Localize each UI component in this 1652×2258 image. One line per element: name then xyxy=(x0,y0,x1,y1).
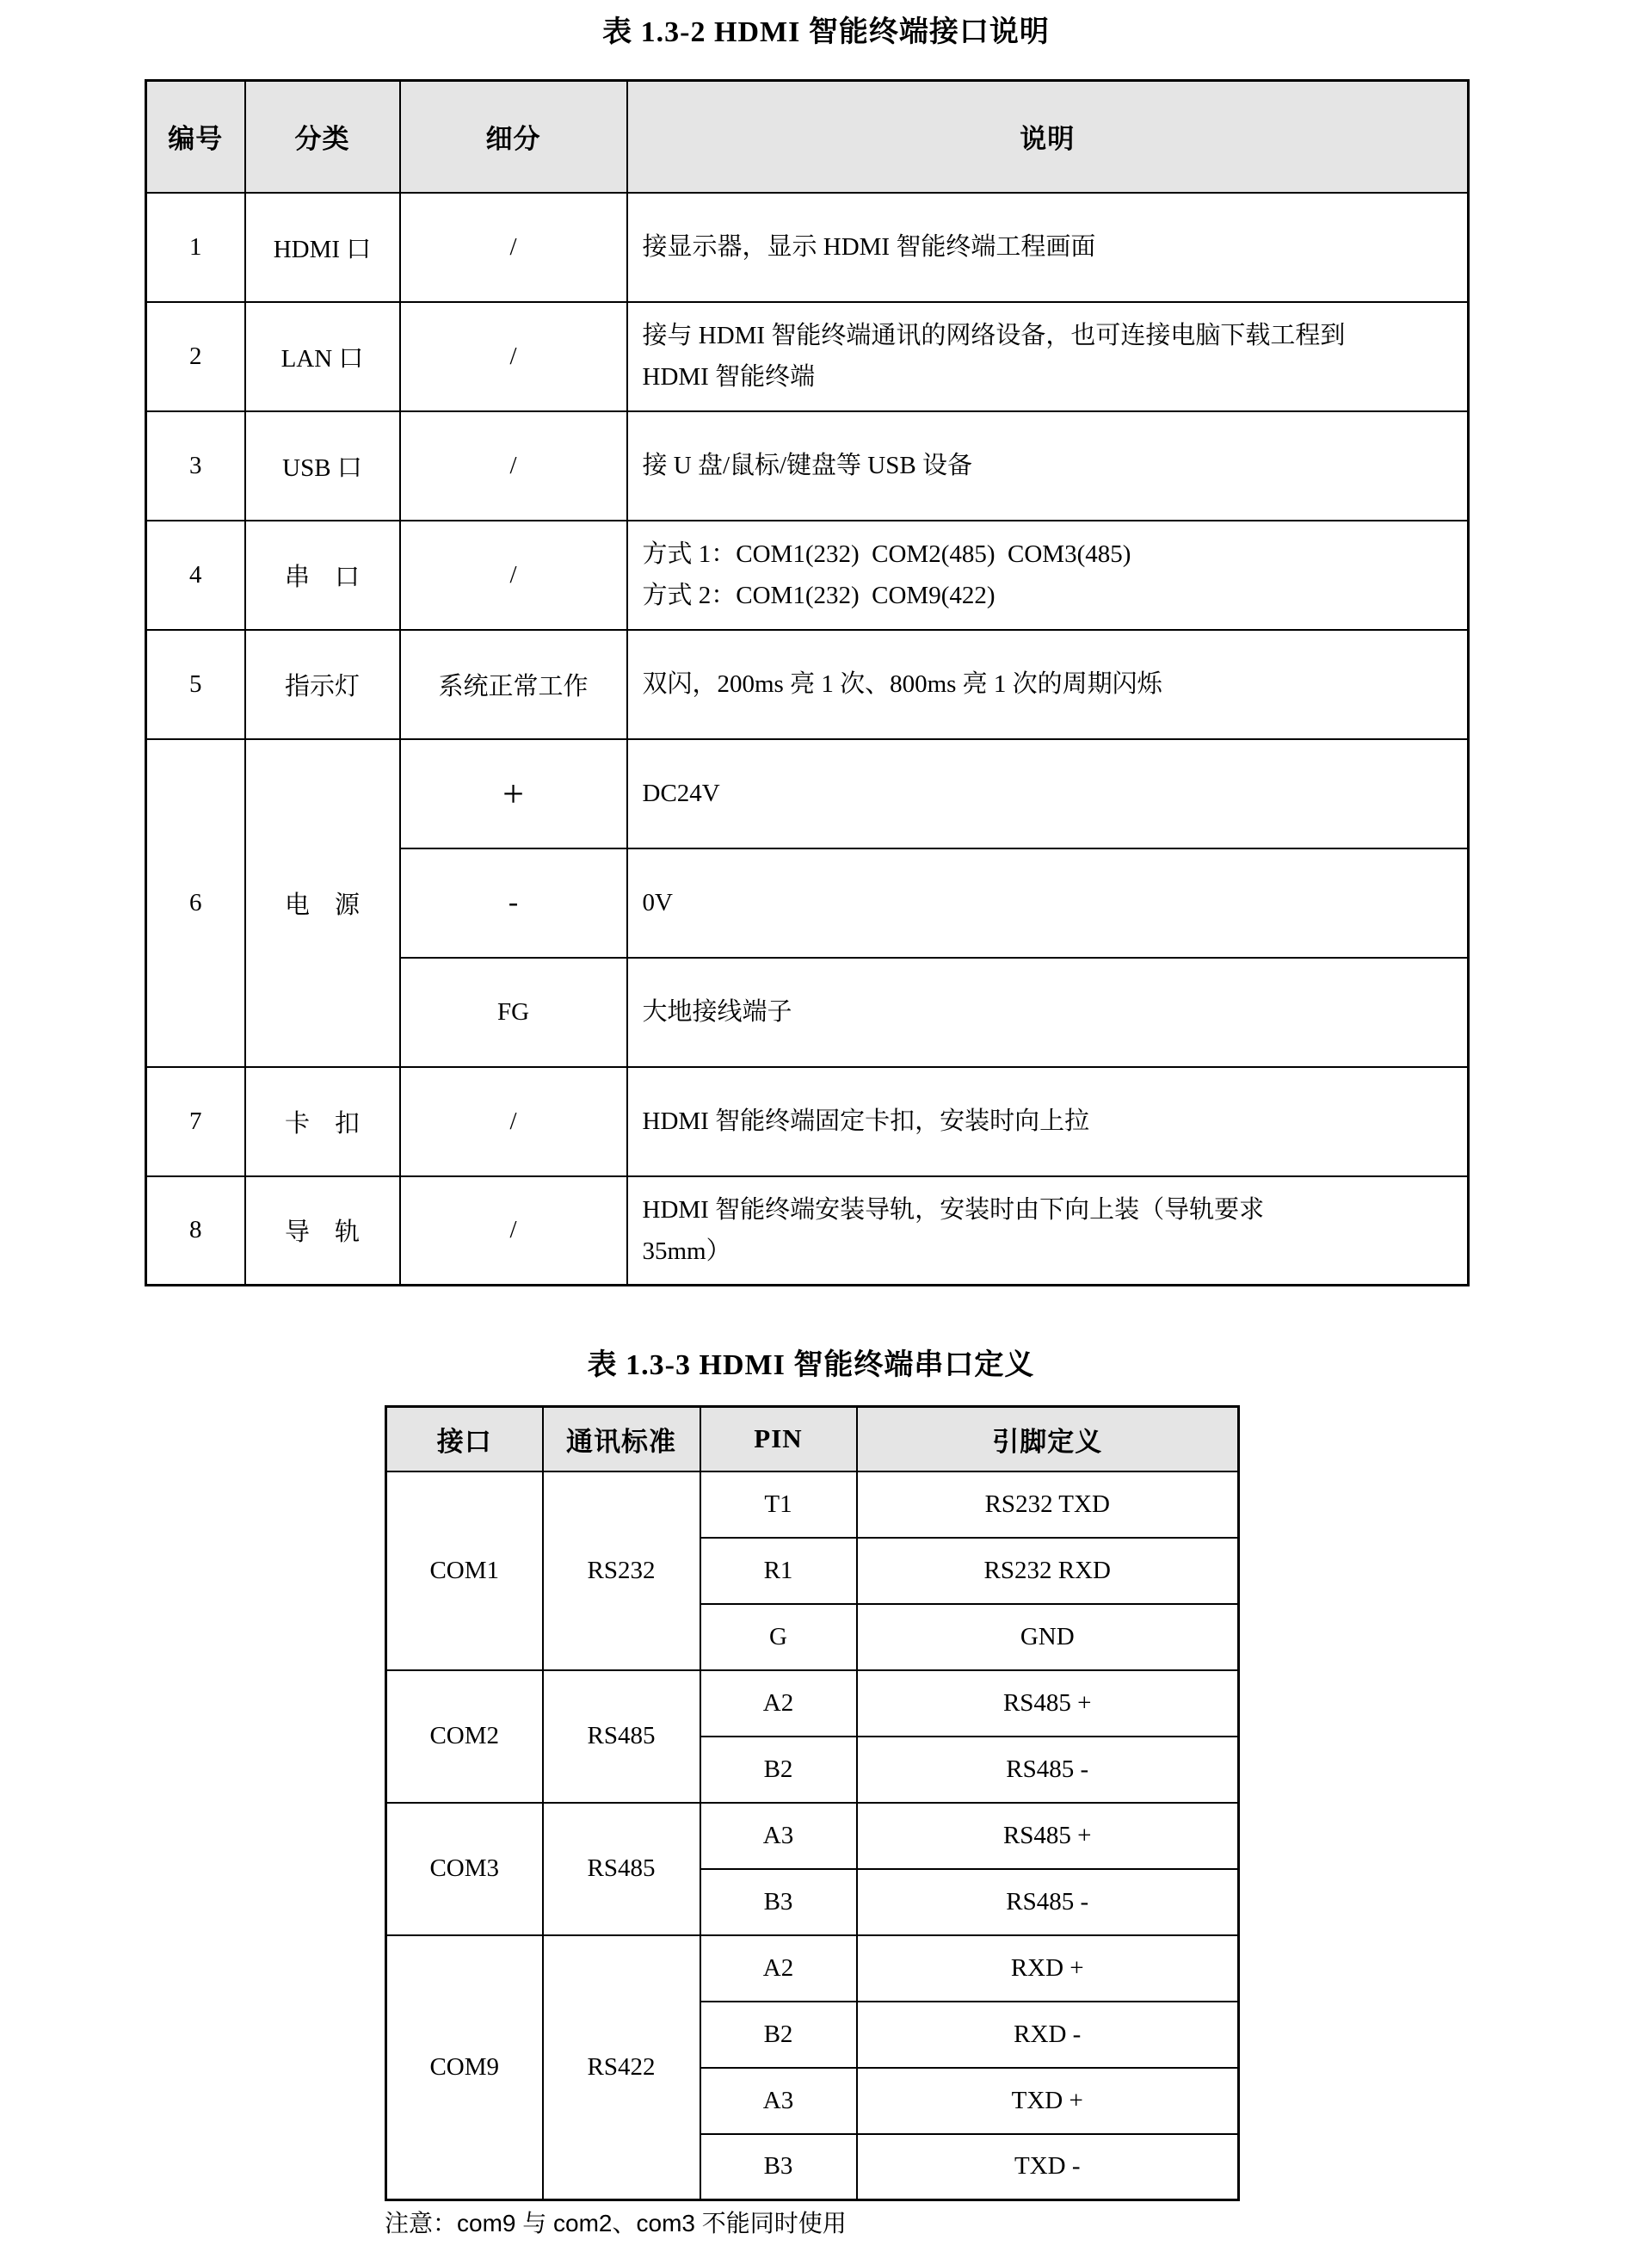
table-row-lan xyxy=(146,302,1469,411)
header-cell-description: 说明 xyxy=(627,81,1469,193)
table-row-serial xyxy=(146,521,1469,630)
serial-table-body xyxy=(386,1471,1239,2200)
description-line: HDMI 智能终端 xyxy=(642,363,816,391)
cell-port: COM1 xyxy=(386,1471,543,1670)
header-row xyxy=(386,1407,1239,1471)
description-line: HDMI 智能终端安装导轨，安装时由下向上装（导轨要求 xyxy=(642,1195,1265,1224)
cell-pin-definition: RS485 + xyxy=(857,1803,1239,1869)
cell-pin-definition: TXD - xyxy=(857,2134,1239,2200)
cell-description xyxy=(627,521,1469,630)
description-line: 0V xyxy=(642,889,673,916)
cell-pin: A2 xyxy=(700,1935,857,2002)
table-row-indicator xyxy=(146,630,1469,739)
cell-pin: B3 xyxy=(700,1869,857,1935)
table-row-com2-a2 xyxy=(386,1670,1239,1737)
cell-pin-definition: RS232 RXD xyxy=(857,1538,1239,1604)
cell-pin: A3 xyxy=(700,2068,857,2134)
cell-category: 卡 扣 xyxy=(245,1067,400,1176)
cell-description xyxy=(627,411,1469,521)
cell-pin-definition: RXD - xyxy=(857,2002,1239,2068)
header-cell-number: 编号 xyxy=(146,81,245,193)
cell-subdivision: / xyxy=(400,521,627,630)
cell-description xyxy=(627,848,1469,958)
table2-title: 表 1.3-3 HDMI 智能终端串口定义 xyxy=(587,1349,1035,1381)
cell-port: COM9 xyxy=(386,1935,543,2200)
cell-port: COM2 xyxy=(386,1670,543,1803)
cell-pin-definition: RS485 - xyxy=(857,1737,1239,1803)
cell-pin-definition: RS485 + xyxy=(857,1670,1239,1737)
header-cell-port: 接口 xyxy=(386,1407,543,1471)
cell-category: 电 源 xyxy=(245,739,400,1067)
cell-pin: B2 xyxy=(700,1737,857,1803)
header-cell-standard: 通讯标准 xyxy=(543,1407,700,1471)
header-cell-pin-definition: 引脚定义 xyxy=(857,1407,1239,1471)
cell-standard: RS485 xyxy=(543,1670,700,1803)
cell-pin: A2 xyxy=(700,1670,857,1737)
description-line: 接与 HDMI 智能终端通讯的网络设备，也可连接电脑下载工程到 xyxy=(642,322,1346,349)
cell-standard: RS232 xyxy=(543,1471,700,1670)
cell-pin: B3 xyxy=(700,2134,857,2200)
interface-table-header xyxy=(146,81,1469,193)
table-row-clip xyxy=(146,1067,1469,1176)
cell-port: COM3 xyxy=(386,1803,543,1935)
cell-pin-definition: RS485 - xyxy=(857,1869,1239,1935)
cell-pin-definition: GND xyxy=(857,1604,1239,1670)
cell-subdivision: / xyxy=(400,1067,627,1176)
cell-description xyxy=(627,958,1469,1067)
cell-description xyxy=(627,193,1469,302)
footnote: 注意：com9 与 com2、com3 不能同时使用 xyxy=(385,2210,847,2236)
interface-description-table xyxy=(145,79,1470,1286)
cell-pin-definition: RXD + xyxy=(857,1935,1239,2002)
cell-standard: RS422 xyxy=(543,1935,700,2200)
description-line: 方式 2：COM1(232) COM9(422) xyxy=(642,582,996,609)
cell-pin: A3 xyxy=(700,1803,857,1869)
cell-number: 3 xyxy=(146,411,245,521)
table1-title: 表 1.3-2 HDMI 智能终端接口说明 xyxy=(602,16,1050,48)
cell-description xyxy=(627,302,1469,411)
cell-number: 4 xyxy=(146,521,245,630)
cell-subdivision-plus: + xyxy=(400,739,627,848)
description-line: 接显示器，显示 HDMI 智能终端工程画面 xyxy=(642,233,1096,261)
cell-category: 串 口 xyxy=(245,521,400,630)
description-line: 双闪，200ms 亮 1 次、800ms 亮 1 次的周期闪烁 xyxy=(642,670,1162,698)
cell-subdivision: / xyxy=(400,411,627,521)
header-cell-category: 分类 xyxy=(245,81,400,193)
cell-description xyxy=(627,739,1469,848)
cell-number: 1 xyxy=(146,193,245,302)
cell-pin-definition: RS232 TXD xyxy=(857,1471,1239,1538)
header-cell-pin: PIN xyxy=(700,1407,857,1471)
description-line: HDMI 智能终端固定卡扣，安装时向上拉 xyxy=(642,1107,1090,1135)
description-line: 大地接线端子 xyxy=(642,998,792,1026)
description-line: 35mm） xyxy=(642,1237,731,1265)
cell-description xyxy=(627,1067,1469,1176)
header-row xyxy=(146,81,1469,193)
cell-category: 导 轨 xyxy=(245,1176,400,1286)
cell-subdivision: / xyxy=(400,1176,627,1286)
header-cell-subdivision: 细分 xyxy=(400,81,627,193)
cell-subdivision: / xyxy=(400,193,627,302)
cell-subdivision-minus: - xyxy=(400,848,627,958)
cell-category: 指示灯 xyxy=(245,630,400,739)
table-row-com1-t1 xyxy=(386,1471,1239,1538)
cell-number: 6 xyxy=(146,739,245,1067)
cell-description xyxy=(627,1176,1469,1286)
cell-pin: G xyxy=(700,1604,857,1670)
cell-number: 2 xyxy=(146,302,245,411)
cell-subdivision-fg: FG xyxy=(400,958,627,1067)
cell-category: HDMI 口 xyxy=(245,193,400,302)
table-row-power-plus xyxy=(146,739,1469,848)
cell-category: LAN 口 xyxy=(245,302,400,411)
cell-pin: B2 xyxy=(700,2002,857,2068)
cell-category: USB 口 xyxy=(245,411,400,521)
cell-pin: T1 xyxy=(700,1471,857,1538)
table-row-usb xyxy=(146,411,1469,521)
cell-number: 8 xyxy=(146,1176,245,1286)
interface-table-body xyxy=(146,193,1469,1286)
cell-pin: R1 xyxy=(700,1538,857,1604)
description-line: DC24V xyxy=(642,780,720,807)
cell-standard: RS485 xyxy=(543,1803,700,1935)
table-row-com9-a2 xyxy=(386,1935,1239,2002)
cell-number: 7 xyxy=(146,1067,245,1176)
cell-number: 5 xyxy=(146,630,245,739)
table-row-hdmi xyxy=(146,193,1469,302)
description-line: 方式 1：COM1(232) COM2(485) COM3(485) xyxy=(642,540,1131,568)
cell-subdivision: / xyxy=(400,302,627,411)
cell-subdivision: 系统正常工作 xyxy=(400,630,627,739)
serial-port-definition-table xyxy=(385,1405,1240,2201)
cell-description xyxy=(627,630,1469,739)
description-line: 接 U 盘/鼠标/键盘等 USB 设备 xyxy=(642,452,972,479)
serial-table-header xyxy=(386,1407,1239,1471)
table-row-com3-a3 xyxy=(386,1803,1239,1869)
cell-pin-definition: TXD + xyxy=(857,2068,1239,2134)
table-row-rail xyxy=(146,1176,1469,1286)
